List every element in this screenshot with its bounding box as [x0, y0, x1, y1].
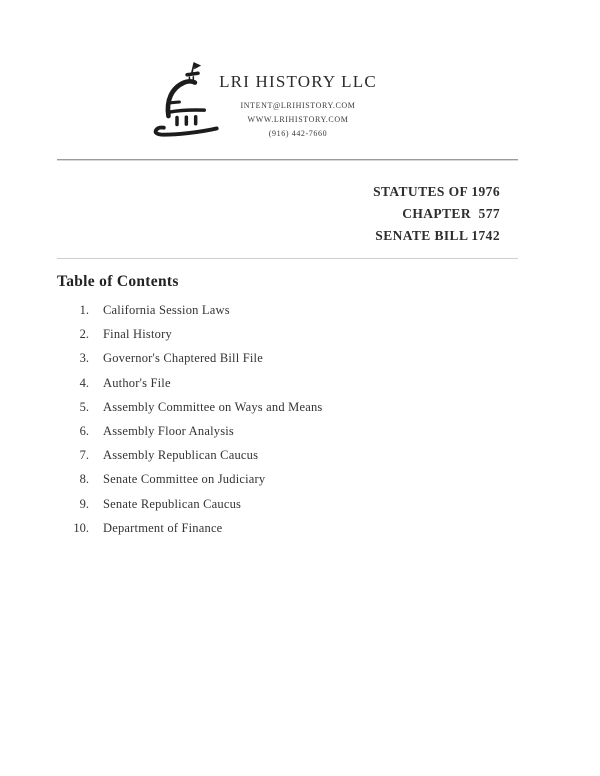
company-email: INTENT@LRIHISTORY.COM: [240, 101, 356, 110]
horizontal-rule-bottom: [57, 258, 518, 259]
toc-item: [57, 448, 477, 472]
toc-item-label: Senate Committee on Judiciary: [103, 472, 266, 487]
toc-item: [57, 472, 477, 496]
toc-item-number: 2.: [79, 327, 89, 342]
toc-item: [57, 521, 477, 545]
chapter-line: CHAPTER 577: [402, 206, 500, 221]
toc-title: Table of Contents: [57, 273, 179, 290]
toc-item: [57, 424, 477, 448]
toc-item-label: Department of Finance: [103, 520, 223, 535]
toc-item-label: Author's File: [103, 375, 171, 390]
toc-item-label: Governor's Chaptered Bill File: [103, 351, 263, 366]
senate-bill-line: SENATE BILL 1742: [375, 228, 500, 243]
company-phone: (916) 442-7660: [268, 129, 328, 138]
toc-list: [57, 303, 477, 545]
toc-item: [57, 327, 477, 351]
toc-item-label: Assembly Republican Caucus: [103, 448, 259, 463]
company-website: WWW.LRIHISTORY.COM: [247, 115, 349, 124]
toc-item-number: 9.: [79, 496, 89, 511]
statute-reference-block: [373, 181, 500, 247]
toc-item: [57, 497, 477, 521]
toc-item-label: California Session Laws: [103, 303, 230, 317]
toc-item-number: 3.: [79, 351, 89, 366]
company-name: LRI HISTORY LLC: [219, 72, 377, 91]
toc-item-number: 6.: [79, 423, 89, 438]
toc-item: [57, 376, 477, 400]
toc-item-number: 1.: [79, 303, 89, 317]
toc-item-label: Assembly Floor Analysis: [103, 423, 234, 438]
toc-item-number: 4.: [79, 375, 89, 390]
horizontal-rule-top: [57, 159, 518, 161]
toc-item-label: Senate Republican Caucus: [103, 496, 242, 511]
toc-item-number: 7.: [79, 448, 89, 463]
statutes-line: STATUTES OF 1976: [373, 184, 500, 199]
toc-item-label: Final History: [103, 327, 172, 342]
toc-item: [57, 351, 477, 375]
toc-item-label: Assembly Committee on Ways and Means: [103, 399, 323, 414]
toc-item-number: 5.: [79, 399, 89, 414]
toc-item-number: 10.: [73, 520, 89, 535]
toc-item: [57, 400, 477, 424]
toc-item: [57, 303, 477, 327]
toc-item-number: 8.: [79, 472, 89, 487]
letterhead: [188, 72, 408, 138]
